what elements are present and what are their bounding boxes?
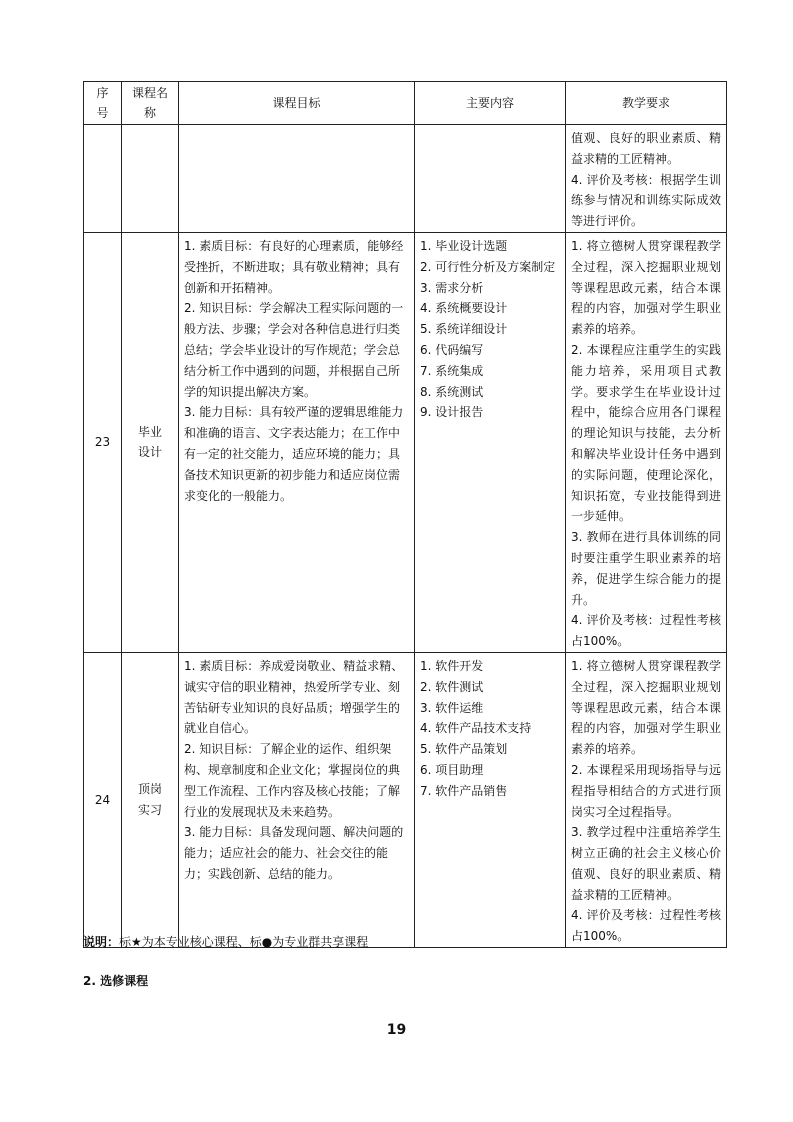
header-requirements: 教学要求	[566, 82, 727, 125]
content-item: 7. 系统集成	[420, 363, 484, 378]
row-goals	[179, 232, 415, 652]
requirement-item: 2. 本课程采用现场指导与远程指导相结合的方式进行顶岗实习全过程指导。	[571, 762, 721, 819]
content-item: 6. 项目助理	[420, 762, 484, 777]
goal-item: 3. 能力目标：具备发现问题、解决问题的能力；适应社会的能力、社会交往的能力；实践创新、总结的能力。	[184, 825, 404, 881]
course-name-text: 顶岗实习	[137, 782, 162, 817]
table-row	[84, 652, 727, 947]
content-item: 2. 软件测试	[420, 679, 484, 694]
row-content	[415, 652, 566, 947]
row-index: 24	[84, 652, 122, 947]
row-course-name	[122, 125, 179, 233]
header-course-name: 课程名称	[122, 82, 179, 125]
row-content	[415, 232, 566, 652]
content-item: 2. 可行性分析及方案制定	[420, 259, 556, 274]
content-item: 5. 软件产品策划	[420, 742, 508, 757]
goal-item: 1. 素质目标：养成爱岗敬业、精益求精、诚实守信的职业精神，热爱所学专业、刻苦钻研专业知识的良好品质；增强学生的就业自信心。	[184, 658, 404, 736]
table-row	[84, 125, 727, 233]
row-goals	[179, 125, 415, 233]
requirement-item: 值观、良好的职业素质、精益求精的工匠精神。	[571, 131, 721, 166]
row-requirements	[566, 652, 727, 947]
requirement-item: 1. 将立德树人贯穿课程教学全过程，深入挖掘职业规划等课程思政元素，结合本课程的内容，加强对学生职业素养的培养。	[571, 238, 721, 337]
content-item: 8. 系统测试	[420, 384, 484, 399]
requirement-item: 4. 评价及考核：过程性考核占100%。	[571, 613, 721, 649]
row-goals	[179, 652, 415, 947]
row-course-name	[122, 652, 179, 947]
content-item: 4. 系统概要设计	[420, 301, 508, 316]
content-item: 1. 毕业设计选题	[420, 238, 508, 253]
content-item: 1. 软件开发	[420, 658, 484, 673]
table-row	[84, 232, 727, 652]
note-label: 说明：	[83, 935, 120, 949]
note-text: 标★为本专业核心课程、标●为专业群共享课程	[119, 935, 369, 949]
content-item: 7. 软件产品销售	[420, 783, 508, 798]
table-note	[83, 933, 368, 950]
content-item: 3. 需求分析	[420, 280, 484, 295]
goal-item: 2. 知识目标：了解企业的运作、组织架构、规章制度和企业文化；掌握岗位的典型工作流程、工作内容及核心技能；了解行业的发展现状及未来趋势。	[184, 742, 401, 819]
requirement-item: 3. 教师在进行具体训练的同时要注重学生职业素养的培养，促进学生综合能力的提升。	[571, 530, 721, 607]
content-item: 6. 代码编写	[420, 342, 484, 357]
goal-item: 2. 知识目标：学会解决工程实际问题的一般方法、步骤；学会对各种信息进行归类总结；学会毕业设计的写作规范；学会总结分析工作中遇到的问题，并根据自己所学的知识提出解决方案。	[184, 301, 404, 399]
content-item: 4. 软件产品技术支持	[420, 721, 532, 736]
requirement-item: 3. 教学过程中注重培养学生树立正确的社会主义核心价值观、良好的职业素质、精益求精的工匠精神。	[571, 825, 721, 902]
header-content: 主要内容	[415, 82, 566, 125]
row-requirements	[566, 125, 727, 233]
section-subheading: 2. 选修课程	[83, 974, 149, 988]
header-goals: 课程目标	[179, 82, 415, 125]
row-requirements	[566, 232, 727, 652]
goal-item: 3. 能力目标：具有较严谨的逻辑思维能力和准确的语言、文字表达能力；在工作中有一定的社交能力，适应环境的能力；具备技术知识更新的初步能力和适应岗位需求变化的一般能力。	[184, 405, 404, 503]
course-name-text: 毕业设计	[137, 424, 162, 460]
goal-item: 1. 素质目标：有良好的心理素质，能够经受挫折，不断进取；具有敬业精神；具有创新和开拓精神。	[184, 238, 404, 295]
requirement-item: 1. 将立德树人贯穿课程教学全过程，深入挖掘职业规划等课程思政元素，结合本课程的内容，加强对学生职业素养的培养。	[571, 658, 721, 757]
requirement-item: 2. 本课程应注重学生的实践能力培养，采用项目式教学。要求学生在毕业设计过程中，能综合应用各门课程的理论知识与技能，去分析和解决毕业设计任务中遇到的实际问题，使理论深化，知识拓宽，专业技能得到进一步延伸。	[571, 342, 721, 524]
requirement-item: 4. 评价及考核：过程性考核占100%。	[571, 908, 721, 944]
content-item: 5. 系统详细设计	[420, 322, 508, 337]
header-index: 序号	[84, 82, 122, 125]
page-number: 19	[386, 1022, 407, 1038]
row-course-name	[122, 232, 179, 652]
course-table	[83, 81, 727, 948]
content-item: 9. 设计报告	[420, 405, 484, 420]
row-content	[415, 125, 566, 233]
requirement-item: 4. 评价及考核：根据学生训练参与情况和训练实际成效等进行评价。	[571, 172, 721, 229]
content-item: 3. 软件运维	[420, 700, 484, 715]
table-header-row	[84, 82, 727, 125]
row-index	[84, 125, 122, 233]
row-index: 23	[84, 232, 122, 652]
